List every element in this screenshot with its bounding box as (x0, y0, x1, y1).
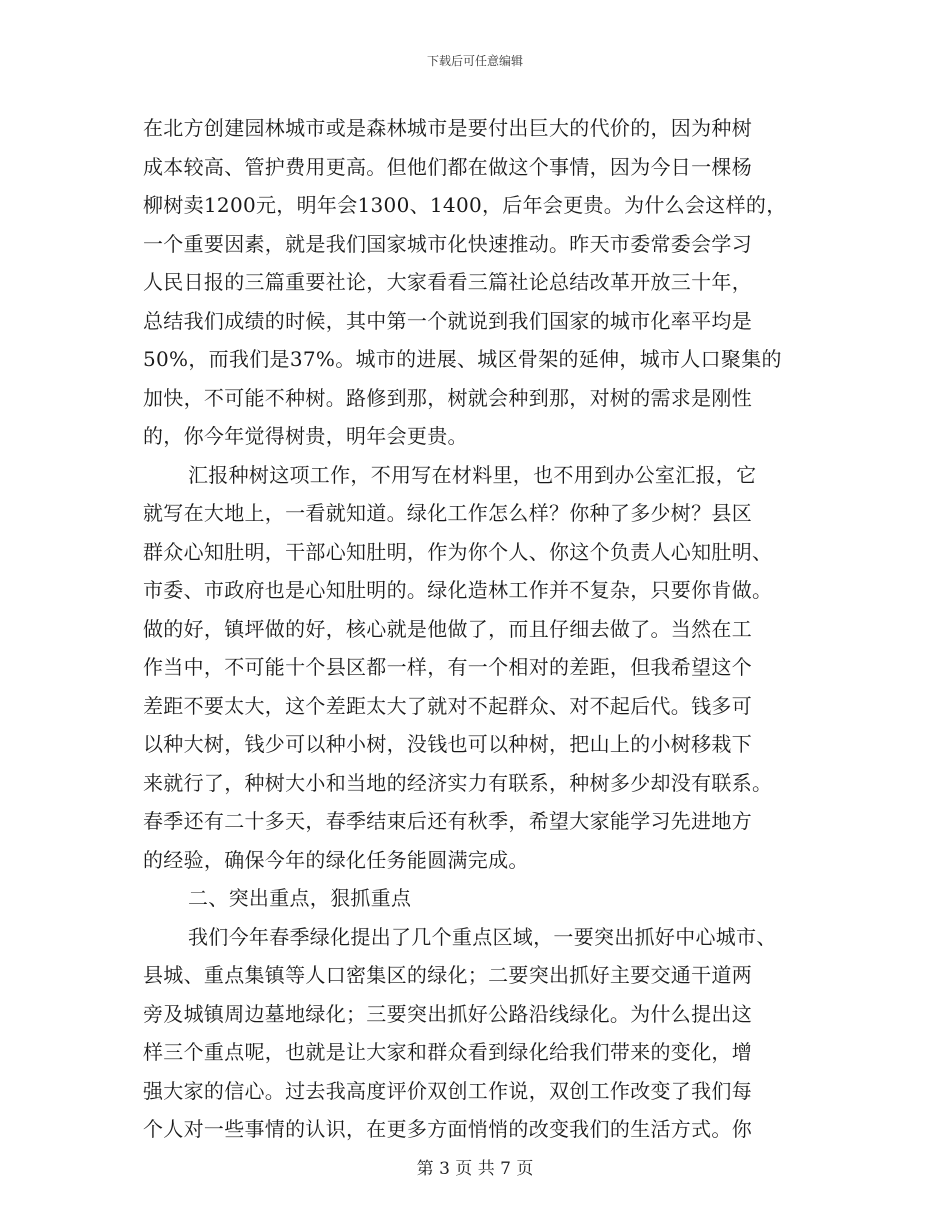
text-line: 50%，而我们是37%。城市的进展、城区骨架的延伸，城市人口聚集的 (143, 347, 782, 371)
text-line: 以种大树，钱少可以种小树，没钱也可以种树，把山上的小树移栽下 (143, 732, 752, 756)
text-line: 个人对一些事情的认识，在更多方面悄悄的改变我们的生活方式。你 (143, 1117, 752, 1141)
body-text (143, 109, 813, 1149)
text-line: 差距不要太大，这个差距太大了就对不起群众、对不起后代。钱多可 (143, 693, 752, 718)
text-line: 就写在大地上，一看就知道。绿化工作怎么样？你种了多少树？县区 (143, 501, 752, 525)
text-line: 样三个重点呢，也就是让大家和群众看到绿化给我们带来的变化，增 (143, 1040, 752, 1064)
text-line: 总结我们成绩的时候，其中第一个就说到我们国家的城市化率平均是 (143, 308, 752, 333)
text-line: 柳树卖1200元，明年会1300、1400，后年会更贵。为什么会这样的， (143, 193, 787, 217)
text-line: 做的好，镇坪做的好，核心就是他做了，而且仔细去做了。当然在工 (143, 616, 752, 641)
text-line: 作当中，不可能十个县区都一样，有一个相对的差距，但我希望这个 (143, 655, 752, 679)
text-line: 强大家的信心。过去我高度评价双创工作说，双创工作改变了我们每 (143, 1078, 752, 1103)
text-line: 旁及城镇周边墓地绿化；三要突出抓好公路沿线绿化。为什么提出这 (143, 1001, 752, 1026)
text-line: 来就行了，种树大小和当地的经济实力有联系，种树多少却没有联系。 (143, 770, 773, 795)
text-line: 人民日报的三篇重要社论，大家看看三篇社论总结改革开放三十年， (143, 270, 752, 294)
text-line: 的经验，确保今年的绿化任务能圆满完成。 (143, 847, 529, 872)
text-line: 县城、重点集镇等人口密集区的绿化；二要突出抓好主要交通干道两 (143, 963, 752, 987)
text-line: 一个重要因素，就是我们国家城市化快速推动。昨天市委常委会学习 (143, 231, 752, 256)
text-line: 我们今年春季绿化提出了几个重点区域，一要突出抓好中心城市、 (188, 924, 777, 949)
text-line: 群众心知肚明，干部心知肚明，作为你个人、你这个负责人心知肚明、 (143, 539, 773, 564)
text-line: 加快，不可能不种树。路修到那，树就会种到那，对树的需求是刚性 (143, 385, 752, 410)
text-line: 成本较高、管护费用更高。但他们都在做这个事情，因为今日一棵杨 (143, 154, 752, 179)
text-line: 春季还有二十多天，春季结束后还有秋季，希望大家能学习先进地方 (143, 809, 752, 833)
text-line: 汇报种树这项工作，不用写在材料里，也不用到办公室汇报，它 (188, 462, 757, 487)
text-line: 市委、市政府也是心知肚明的。绿化造林工作并不复杂，只要你肯做。 (143, 578, 773, 602)
text-line: 二、突出重点，狠抓重点 (188, 886, 412, 910)
page-header: 下载后可任意编辑 (426, 54, 523, 68)
text-line: 在北方创建园林城市或是森林城市是要付出巨大的代价的，因为种树 (143, 116, 752, 140)
page-footer: 第 3 页 共 7 页 (416, 1159, 534, 1179)
text-line: 的，你今年觉得树贵，明年会更贵。 (143, 424, 468, 448)
